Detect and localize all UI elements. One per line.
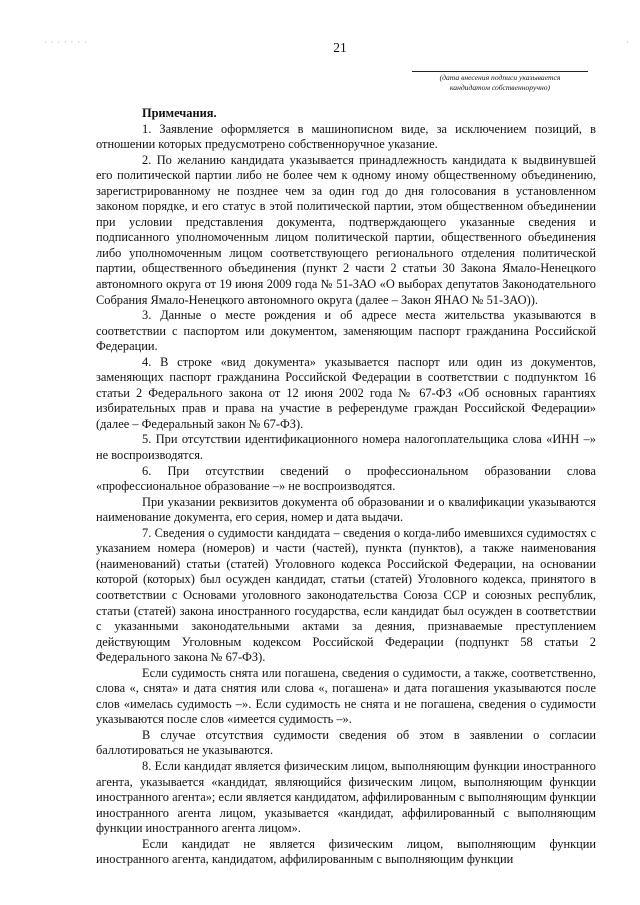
note-paragraph: При указании реквизитов документа об образовании и о квалификации указываются наименование документа, его серия, номер и дата выдачи. bbox=[96, 494, 596, 525]
signature-note bbox=[412, 73, 588, 93]
note-paragraph: 2. По желанию кандидата указывается принадлежность кандидата к выдвинувшей его политической партии либо не более чем к одному иному общественному объединению, зарегистрированному не позднее чем за один год до дня голосования в установленном законом порядке, и его статус в этой политической партии, этом общественном объединении при условии представления документа, подтверждающего указанные сведения и подписанного уполномоченным лицом политической партии, общественного объединения либо уполномоченным лицом соответствующего регионального отделения политической партии, общественного объединения (пункт 2 части 2 статьи 30 Закона Ямало-Ненецкого автономного округа от 19 июня 2009 года № 51-ЗАО «О выборах депутатов Законодательного Собрания Ямало-Ненецкого автономного округа (далее – Закон ЯНАО № 51-ЗАО)). bbox=[96, 152, 596, 307]
note-paragraph: Если судимость снята или погашена, сведения о судимости, а также, соответственно, слова «, снята» и дата снятия или слова «, погашена» и дата погашения указываются после слов «имелась судимость –». Если судимость не снята и не погашена, сведения о судимости указываются после слов «имеется судимость –». bbox=[96, 665, 596, 727]
note-paragraph: 8. Если кандидат является физическим лицом, выполняющим функции иностранного агента, указывается «кандидат, являющийся физическим лицом, выполняющим функции иностранного агента»; если является кандидатом, аффилированным с выполняющим функции иностранного агента лицом, указывается «кандидат, аффилированный с выполняющим функции иностранного агента лицом». bbox=[96, 758, 596, 836]
signature-note-line-1: (дата внесения подписи указывается bbox=[439, 73, 561, 82]
scan-artifact-dots: · · · · · · · bbox=[44, 38, 88, 47]
note-paragraph: 4. В строке «вид документа» указывается паспорт или один из документов, заменяющих паспорт гражданина Российской Федерации в соответствии с подпунктом 16 статьи 2 Федерального закона от 12 июня 2002 года № 67-ФЗ «Об основных гарантиях избирательных прав и права на участие в референдуме граждан Российской Федерации» (далее – Федеральный закон № 67-ФЗ). bbox=[96, 354, 596, 431]
note-paragraph: 6. При отсутствии сведений о профессиональном образовании слова «профессиональное образование –» не воспроизводятся. bbox=[96, 463, 596, 494]
note-paragraph: 1. Заявление оформляется в машинописном виде, за исключением позиций, в отношении которых предусмотрено собственноручное указание. bbox=[96, 121, 596, 152]
signature-line bbox=[412, 71, 588, 72]
signature-note-line-2: кандидатом собственноручно) bbox=[449, 83, 551, 92]
note-paragraph: Если кандидат не является физическим лицом, выполняющим функции иностранного агента, кандидатом, аффилированным с выполняющим функции bbox=[96, 836, 596, 867]
notes-section bbox=[96, 106, 596, 868]
note-paragraph: 3. Данные о месте рождения и об адресе места жительства указываются в соответствии с паспортом или документом, заменяющим паспорт гражданина Российской Федерации. bbox=[96, 308, 596, 354]
scan-artifact-dot: · bbox=[626, 38, 629, 47]
notes-heading: Примечания. bbox=[142, 106, 217, 120]
note-paragraph: 7. Сведения о судимости кандидата – сведения о когда-либо имевшихся судимостях с указанием номера (номеров) и части (частей), пункта (пунктов), а также наименования (наименований) статьи (статей) Уголовного кодекса Российской Федерации, на основании которой (которых) был осужден кандидат, статьи (статей) Уголовного кодекса, принятого в соответствии с Основами уголовного законодательства Союза ССР и союзных республик, статьи (статей) закона иностранного государства, если кандидат был осужден в соответствии с указанными законодательными актами за деяния, признаваемые преступлением действующим Уголовным кодексом Российской Федерации (подпункт 58 статьи 2 Федерального закона № 67-ФЗ). bbox=[96, 525, 596, 665]
note-paragraph: В случае отсутствия судимости сведения об этом в заявлении о согласии баллотироваться не указываются. bbox=[96, 727, 596, 758]
note-paragraph: 5. При отсутствии идентификационного номера налогоплательщика слова «ИНН –» не воспроизводятся. bbox=[96, 432, 596, 463]
page-number: 21 bbox=[333, 40, 347, 55]
